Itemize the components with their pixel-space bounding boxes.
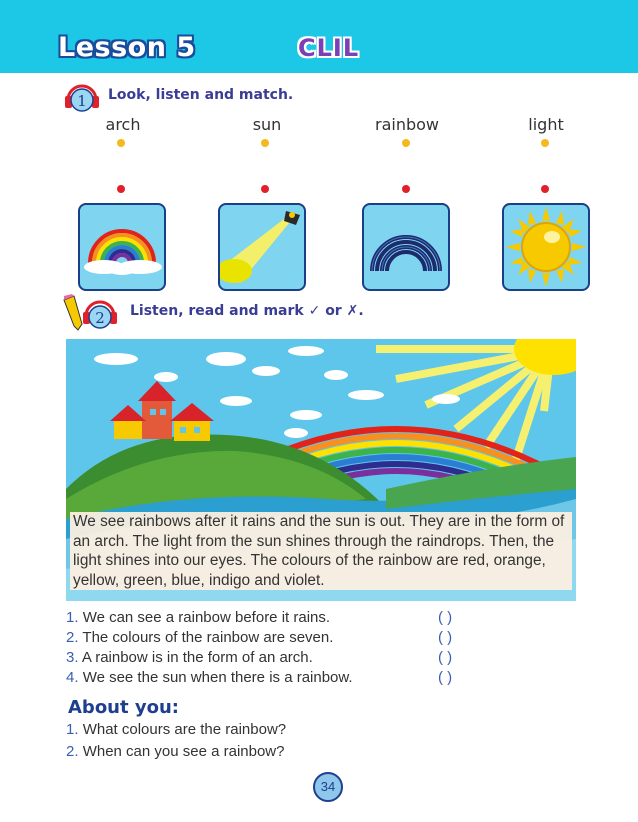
about-question-2: 2. When can you see a rainbow? (66, 743, 285, 760)
match-dot-picture-3[interactable] (402, 185, 410, 193)
activity-number: 2 (95, 309, 105, 327)
activity1-instruction: Look, listen and match. (108, 87, 294, 103)
rainbow-picture (78, 203, 166, 291)
headphones-icon (62, 78, 102, 114)
lesson-title: Lesson 5 (58, 32, 196, 63)
match-dot-picture-2[interactable] (261, 185, 269, 193)
answer-box-1[interactable]: ( ) (438, 609, 453, 626)
match-dot-picture-1[interactable] (117, 185, 125, 193)
sun-picture (502, 203, 590, 291)
word-sun: sun (252, 115, 282, 134)
tick-icon: ✓ (308, 303, 321, 319)
word-rainbow: rainbow (375, 115, 439, 134)
reading-passage: We see rainbows after it rains and the sun is out. They are in the form of an arch. The light from the sun shines through the raindrops. Then, the light shines into our eyes. The colours of the rainbow are red, orange, yellow, green, blue, indigo and violet. (70, 512, 572, 590)
match-dot-picture-4[interactable] (541, 185, 549, 193)
question-2: 2. The colours of the rainbow are seven. (66, 629, 334, 646)
answer-box-2[interactable]: ( ) (438, 629, 453, 646)
match-dot-word-3[interactable] (402, 139, 410, 147)
activity-number: 1 (77, 92, 87, 110)
pencil-headphones-icon (60, 294, 122, 334)
cross-icon: ✗. (346, 303, 364, 319)
light-beam-picture (218, 203, 306, 291)
about-question-1: 1. What colours are the rainbow? (66, 721, 287, 738)
match-dot-word-1[interactable] (117, 139, 125, 147)
activity2-instruction (130, 303, 364, 319)
answer-box-3[interactable]: ( ) (438, 649, 453, 666)
arch-picture (362, 203, 450, 291)
instruction-text: Listen, read and mark (130, 303, 304, 319)
answer-box-4[interactable]: ( ) (438, 669, 453, 686)
question-1: 1. We can see a rainbow before it rains. (66, 609, 331, 626)
question-4: 4. We see the sun when there is a rainbow. (66, 669, 353, 686)
instruction-or: or (325, 303, 342, 319)
question-3: 3. A rainbow is in the form of an arch. (66, 649, 313, 666)
word-arch: arch (105, 115, 141, 134)
word-light: light (528, 115, 564, 134)
subject-title: CLIL (298, 34, 360, 62)
match-dot-word-2[interactable] (261, 139, 269, 147)
page-number: 34 (313, 772, 343, 802)
match-dot-word-4[interactable] (541, 139, 549, 147)
about-you-heading: About you: (68, 697, 179, 718)
